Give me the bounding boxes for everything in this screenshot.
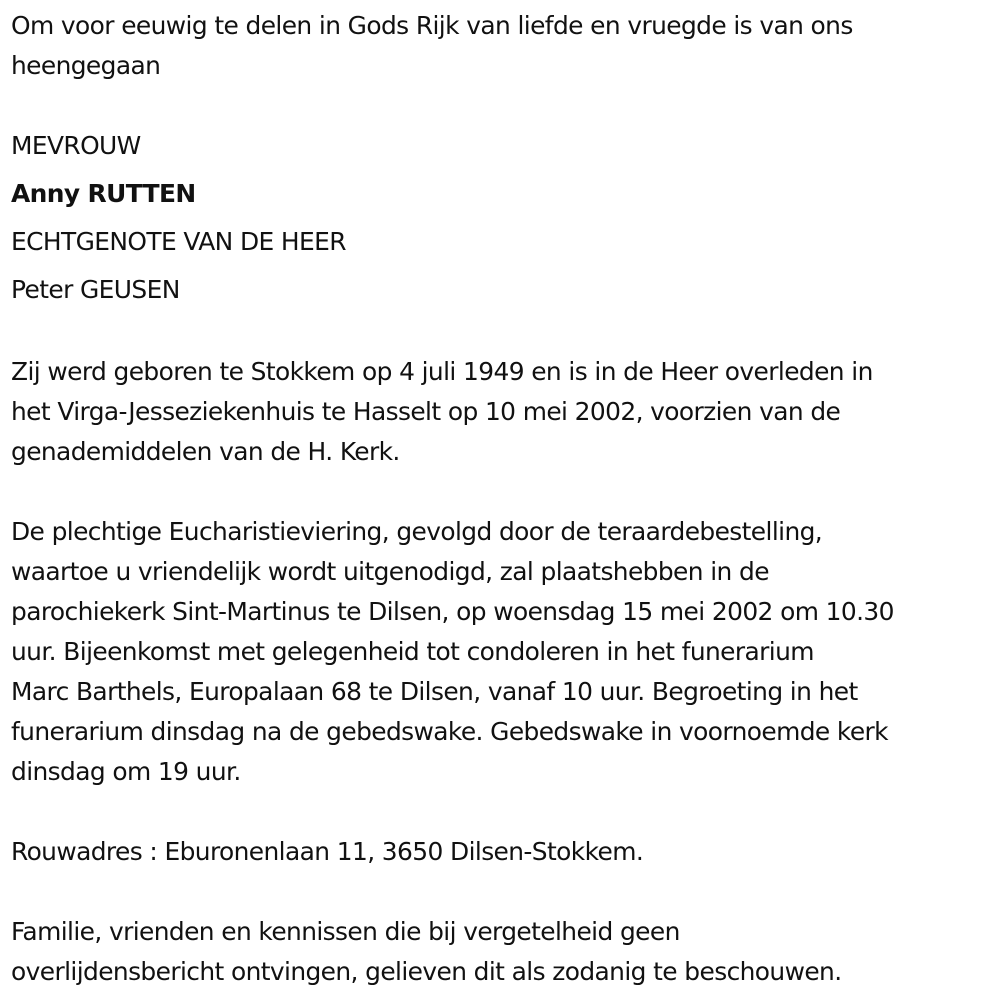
spacer [11, 792, 1000, 832]
person-block [11, 122, 1000, 314]
paragraph-line: het Virga-Jesseziekenhuis te Hasselt op 10 mei 2002, voorzien van de [11, 397, 841, 426]
closing-paragraph [11, 912, 1000, 992]
paragraph-line: dinsdag om 19 uur. [11, 757, 241, 786]
paragraph-line: Familie, vrienden en kennissen die bij vergetelheid geen [11, 917, 680, 946]
person-title: MEVROUW [11, 131, 141, 160]
person-relation: ECHTGENOTE VAN DE HEER [11, 227, 346, 256]
spouse-name: Peter GEUSEN [11, 275, 180, 304]
intro-text [11, 6, 1000, 86]
paragraph-line: uur. Bijeenkomst met gelegenheid tot condoleren in het funerarium [11, 637, 814, 666]
paragraph-line: overlijdensbericht ontvingen, gelieven dit als zodanig te beschouwen. [11, 957, 842, 986]
paragraph-line: parochiekerk Sint-Martinus te Dilsen, op woensdag 15 mei 2002 om 10.30 [11, 597, 894, 626]
intro-line: heengegaan [11, 51, 161, 80]
paragraph-line: genademiddelen van de H. Kerk. [11, 437, 400, 466]
paragraph-line: Marc Barthels, Europalaan 68 te Dilsen, vanaf 10 uur. Begroeting in het [11, 677, 858, 706]
ceremony-paragraph [11, 512, 1000, 792]
paragraph-line: funerarium dinsdag na de gebedswake. Gebedswake in voornoemde kerk [11, 717, 888, 746]
person-name: Anny RUTTEN [11, 179, 196, 208]
mourning-address: Rouwadres : Eburonenlaan 11, 3650 Dilsen-Stokkem. [11, 837, 644, 866]
intro-line: Om voor eeuwig te delen in Gods Rijk van liefde en vruegde is van ons [11, 11, 853, 40]
spacer [11, 86, 1000, 126]
paragraph-line: waartoe u vriendelijk wordt uitgenodigd, zal plaatshebben in de [11, 557, 769, 586]
paragraph-line: Zij werd geboren te Stokkem op 4 juli 1949 en is in de Heer overleden in [11, 357, 873, 386]
spacer [11, 472, 1000, 512]
spacer [11, 314, 1000, 352]
birth-death-paragraph [11, 352, 1000, 472]
spacer [11, 872, 1000, 912]
paragraph-line: De plechtige Eucharistieviering, gevolgd door de teraardebestelling, [11, 517, 823, 546]
